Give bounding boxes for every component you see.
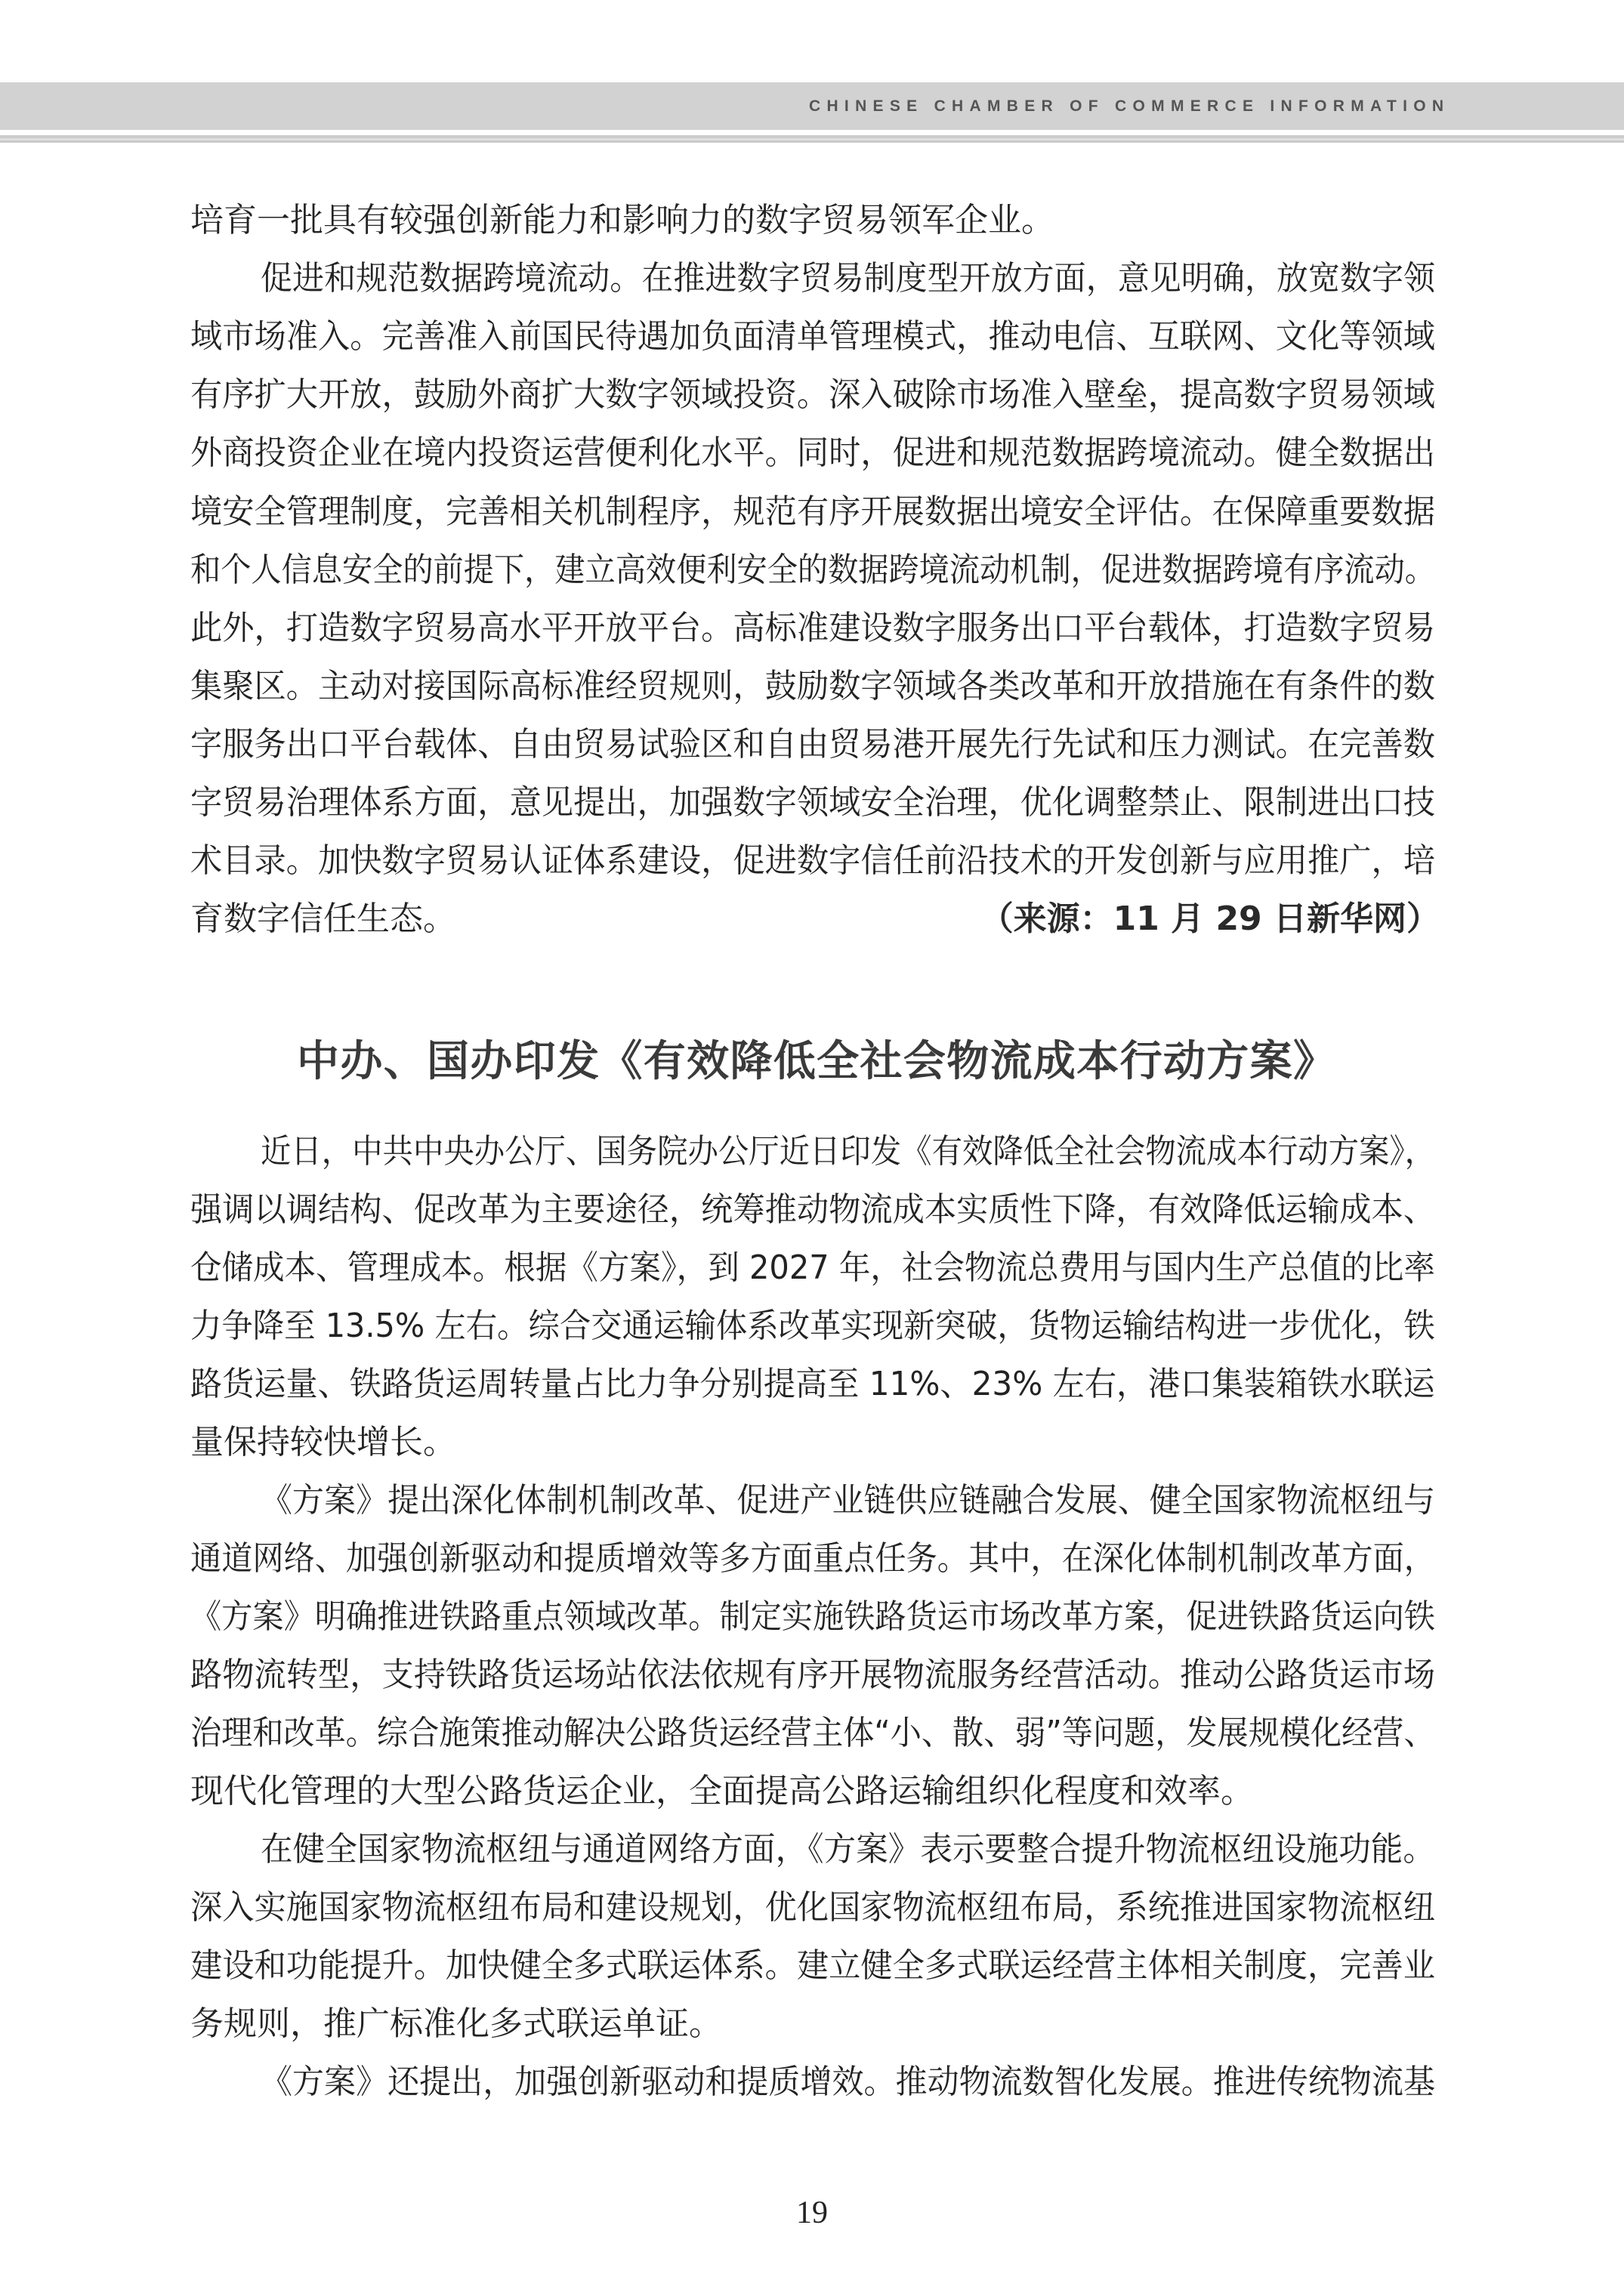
body-text-line: 仓储成本、管理成本。根据《方案》，到 2027 年，社会物流总费用与国内生产总值的比率 <box>190 1248 1435 1287</box>
page-number: 19 <box>796 2196 828 2230</box>
body-text-line: 集聚区。主动对接国际高标准经贸规则，鼓励数字领域各类改革和开放措施在有条件的数 <box>190 666 1435 705</box>
publication-name: CHINESE CHAMBER OF COMMERCE INFORMATION <box>809 97 1450 115</box>
body-text-line: 近日，中共中央办公厅、国务院办公厅近日印发《有效降低全社会物流成本行动方案》， <box>261 1132 1435 1171</box>
body-text-line: 路物流转型，支持铁路货运场站依法依规有序开展物流服务经营活动。推动公路货运市场 <box>190 1656 1435 1694</box>
body-text-line: 和个人信息安全的前提下，建立高效便利安全的数据跨境流动机制，促进数据跨境有序流动。 <box>190 550 1435 589</box>
body-text-line: 外商投资企业在境内投资运营便利化水平。同时，促进和规范数据跨境流动。健全数据出 <box>190 434 1435 473</box>
article-2-title: 中办、国办印发《有效降低全社会物流成本行动方案》 <box>297 1037 1335 1086</box>
body-text-line: 治理和改革。综合施策推动解决公路货运经营主体“小、散、弱”等问题，发展规模化经营、 <box>190 1714 1435 1752</box>
body-text-line: 术目录。加快数字贸易认证体系建设，促进数字信任前沿技术的开发创新与应用推广，培 <box>190 841 1435 881</box>
body-text-line: 强调以调结构、促改革为主要途径，统筹推动物流成本实质性下降，有效降低运输成本、 <box>190 1190 1435 1229</box>
body-text-line: 育数字信任生态。 <box>190 900 456 939</box>
body-text-line: 字贸易治理体系方面，意见提出，加强数字领域安全治理，优化调整禁止、限制进出口技 <box>190 783 1435 822</box>
body-text-line: 力争降至 13.5% 左右。综合交通运输体系改革实现新突破，货物运输结构进一步优化，铁 <box>190 1307 1435 1345</box>
body-text-line: 此外，打造数字贸易高水平开放平台。高标准建设数字服务出口平台载体，打造数字贸易 <box>190 608 1435 647</box>
body-text-line: 量保持较快增长。 <box>190 1423 456 1461</box>
body-text-line: 培育一批具有较强创新能力和影响力的数字贸易领军企业。 <box>190 201 1054 239</box>
body-text-line: 《方案》还提出，加强创新驱动和提质增效。推动物流数智化发展。推进传统物流基 <box>261 2063 1435 2101</box>
body-text-line: 在健全国家物流枢纽与通道网络方面，《方案》表示要整合提升物流枢纽设施功能。 <box>261 1830 1435 1869</box>
body-text-line: 现代化管理的大型公路货运企业，全面提高公路运输组织化程度和效率。 <box>190 1772 1254 1810</box>
header-rule <box>0 140 1624 143</box>
body-text-line: 《方案》提出深化体制机制改革、促进产业链供应链融合发展、健全国家物流枢纽与 <box>261 1481 1435 1520</box>
body-text-line: 深入实施国家物流枢纽布局和建设规划，优化国家物流枢纽布局，系统推进国家物流枢纽 <box>190 1888 1435 1927</box>
article-1-source: （来源：11 月 29 日新华网） <box>980 900 1440 939</box>
body-text-line: 域市场准入。完善准入前国民待遇加负面清单管理模式，推动电信、互联网、文化等领域 <box>190 317 1435 356</box>
body-text-line: 路货运量、铁路货运周转量占比力争分别提高至 11%、23% 左右，港口集装箱铁水联运 <box>190 1365 1435 1403</box>
body-text-line: 境安全管理制度，完善相关机制程序，规范有序开展数据出境安全评估。在保障重要数据 <box>190 492 1435 531</box>
body-text-line: 通道网络、加强创新驱动和提质增效等多方面重点任务。其中，在深化体制机制改革方面， <box>190 1539 1435 1578</box>
body-text-line: 务规则，推广标准化多式联运单证。 <box>190 2004 722 2043</box>
body-text-line: 有序扩大开放，鼓励外商扩大数字领域投资。深入破除市场准入壁垒，提高数字贸易领域 <box>190 375 1435 415</box>
body-text-line: 字服务出口平台载体、自由贸易试验区和自由贸易港开展先行先试和压力测试。在完善数 <box>190 724 1435 764</box>
body-text-line: 促进和规范数据跨境流动。在推进数字贸易制度型开放方面，意见明确，放宽数字领 <box>261 259 1435 298</box>
body-text-line: 建设和功能提升。加快健全多式联运体系。建立健全多式联运经营主体相关制度，完善业 <box>190 1946 1435 1985</box>
body-text-line: 《方案》明确推进铁路重点领域改革。制定实施铁路货运市场改革方案，促进铁路货运向铁 <box>190 1597 1435 1636</box>
